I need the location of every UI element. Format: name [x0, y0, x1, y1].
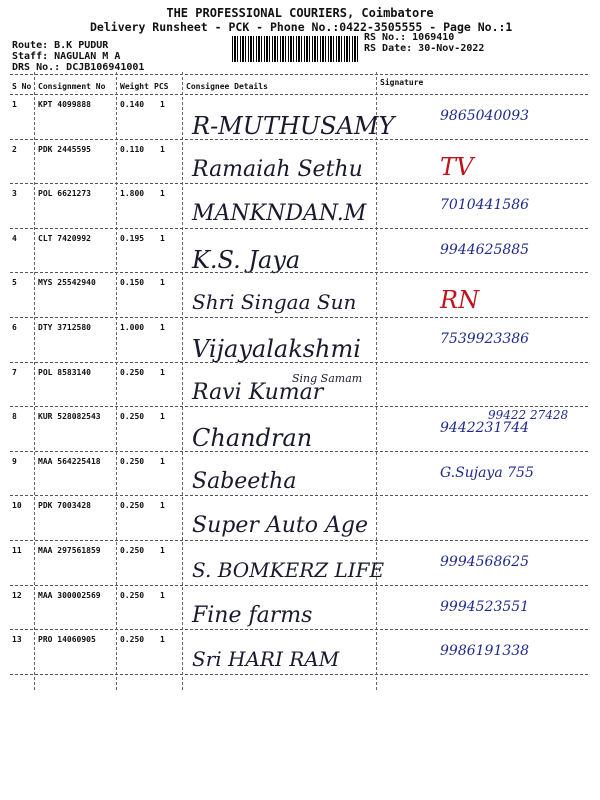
row-signature: 9986191338 [440, 643, 530, 660]
handwritten-note: 99422 27428 [488, 408, 569, 422]
row-divider [10, 451, 588, 452]
row-signature: G.Sujaya 755 [440, 464, 534, 481]
row-divider [10, 674, 588, 675]
row-consignee-name: Sabeetha [192, 468, 297, 494]
row-pcs: 1 [160, 323, 165, 332]
row-consignee-name: Ravi Kumar [192, 379, 324, 405]
row-weight: 0.150 [120, 278, 145, 288]
row-divider [10, 629, 588, 630]
row-consignment-no: KPT 4099888 [38, 100, 91, 109]
row-consignment-no: MYS 25542940 [38, 278, 96, 288]
row-sno: 12 [12, 590, 22, 600]
row-consignee-name: MANKNDAN.M [192, 201, 367, 227]
row-consignment-no: PDK 7003428 [38, 501, 91, 511]
row-weight: 0.250 [120, 501, 145, 511]
header-consignment: Consignment No [38, 82, 106, 91]
row-consignee-name: Vijayalakshmi [192, 335, 361, 363]
row-divider [10, 228, 588, 229]
row-pcs: 1 [160, 635, 165, 645]
row-consignment-no: MAA 300002569 [38, 590, 101, 600]
row-weight: 1.800 [120, 189, 145, 199]
row-weight: 0.140 [120, 100, 145, 109]
row-consignment-no: KUR 528082543 [38, 412, 101, 422]
row-consignment-no: POL 8583140 [38, 367, 91, 377]
row-consignee-name: Super Auto Age [192, 513, 368, 539]
row-consignment-no: PDK 2445595 [38, 144, 91, 154]
company-title: THE PROFESSIONAL COURIERS, Coimbatore [166, 6, 434, 20]
row-weight: 0.250 [120, 546, 145, 555]
row-pcs: 1 [160, 100, 165, 109]
route-label: Route: B.K PUDUR [12, 40, 109, 51]
column-divider [34, 72, 35, 690]
staff-label: Staff: NAGULAN M A [12, 51, 121, 62]
row-weight: 0.195 [120, 233, 145, 243]
drs-label: DRS No.: DCJB106941001 [12, 62, 145, 73]
rs-date: RS Date: 30-Nov-2022 [364, 43, 485, 54]
row-consignee-name: S. BOMKERZ LIFE [192, 558, 385, 582]
row-sno: 11 [12, 546, 22, 555]
row-pcs: 1 [160, 278, 165, 288]
row-divider [10, 495, 588, 496]
row-consignee-name: R-MUTHUSAMY [192, 112, 395, 140]
row-consignee-name: Ramaiah Sethu [192, 156, 363, 182]
row-weight: 0.250 [120, 635, 145, 645]
row-divider [10, 139, 588, 140]
row-signature: TV [440, 152, 474, 181]
row-pcs: 1 [160, 189, 165, 199]
row-signature: 9442231744 [440, 420, 530, 437]
header-sno: S No [12, 82, 32, 91]
row-weight: 0.250 [120, 367, 145, 377]
row-weight: 0.250 [120, 412, 145, 422]
row-consignment-no: CLT 7420992 [38, 233, 91, 243]
row-sno: 4 [12, 233, 17, 243]
row-consignment-no: PRO 14060905 [38, 635, 96, 645]
row-sno: 7 [12, 367, 17, 377]
header-divider [10, 94, 588, 95]
row-pcs: 1 [160, 501, 165, 511]
row-pcs: 1 [160, 367, 165, 377]
header-signature: Signature [380, 78, 424, 87]
handwritten-note: Sing Samam [292, 372, 363, 385]
row-consignment-no: MAA 297561859 [38, 546, 101, 555]
row-weight: 0.250 [120, 456, 145, 466]
row-consignment-no: MAA 564225418 [38, 456, 101, 466]
row-consignee-name: Sri HARI RAM [192, 647, 340, 672]
row-sno: 9 [12, 456, 17, 466]
row-sno: 3 [12, 189, 17, 199]
row-consignee-name: K.S. Jaya [192, 245, 301, 274]
header-weight: Weight [120, 82, 149, 91]
row-sno: 2 [12, 144, 17, 154]
row-sno: 1 [12, 100, 17, 109]
row-pcs: 1 [160, 412, 165, 422]
row-divider [10, 540, 588, 541]
row-consignee-name: Shri Singaa Sun [192, 290, 357, 315]
row-divider [10, 317, 588, 318]
row-divider [10, 362, 588, 363]
column-divider [182, 72, 183, 690]
row-sno: 10 [12, 501, 22, 511]
row-pcs: 1 [160, 456, 165, 466]
row-consignment-no: POL 6621273 [38, 189, 91, 199]
row-weight: 0.250 [120, 590, 145, 600]
row-signature: 9944625885 [440, 241, 530, 258]
row-signature: 9994523551 [440, 598, 530, 615]
table-top-border [10, 74, 588, 75]
row-pcs: 1 [160, 590, 165, 600]
rs-number: RS No.: 1069410 [364, 32, 455, 43]
row-weight: 1.000 [120, 323, 145, 332]
runsheet-title: Delivery Runsheet - PCK - Phone No.:0422-3505555 - Page No.:1 [90, 20, 513, 34]
row-consignee-name: Fine farms [192, 602, 313, 628]
row-weight: 0.110 [120, 144, 145, 154]
row-divider [10, 585, 588, 586]
row-signature: 7010441586 [440, 197, 530, 214]
row-sno: 13 [12, 635, 22, 645]
row-sno: 5 [12, 278, 17, 288]
row-pcs: 1 [160, 233, 165, 243]
row-consignee-name: Chandran [192, 424, 313, 453]
row-pcs: 1 [160, 546, 165, 555]
row-consignment-no: DTY 3712580 [38, 323, 91, 332]
header-consignee: Consignee Details [186, 82, 268, 91]
row-sno: 8 [12, 412, 17, 422]
barcode [232, 36, 358, 62]
column-divider [376, 72, 377, 690]
row-signature: 9994568625 [440, 554, 530, 570]
header-pcs: PCS [154, 82, 169, 91]
row-signature: 7539923386 [440, 331, 530, 347]
row-divider [10, 183, 588, 184]
row-sno: 6 [12, 323, 17, 332]
row-divider [10, 272, 588, 273]
row-signature: 9865040093 [440, 108, 530, 124]
row-signature: RN [440, 286, 480, 315]
row-pcs: 1 [160, 144, 165, 154]
column-divider [116, 72, 117, 690]
